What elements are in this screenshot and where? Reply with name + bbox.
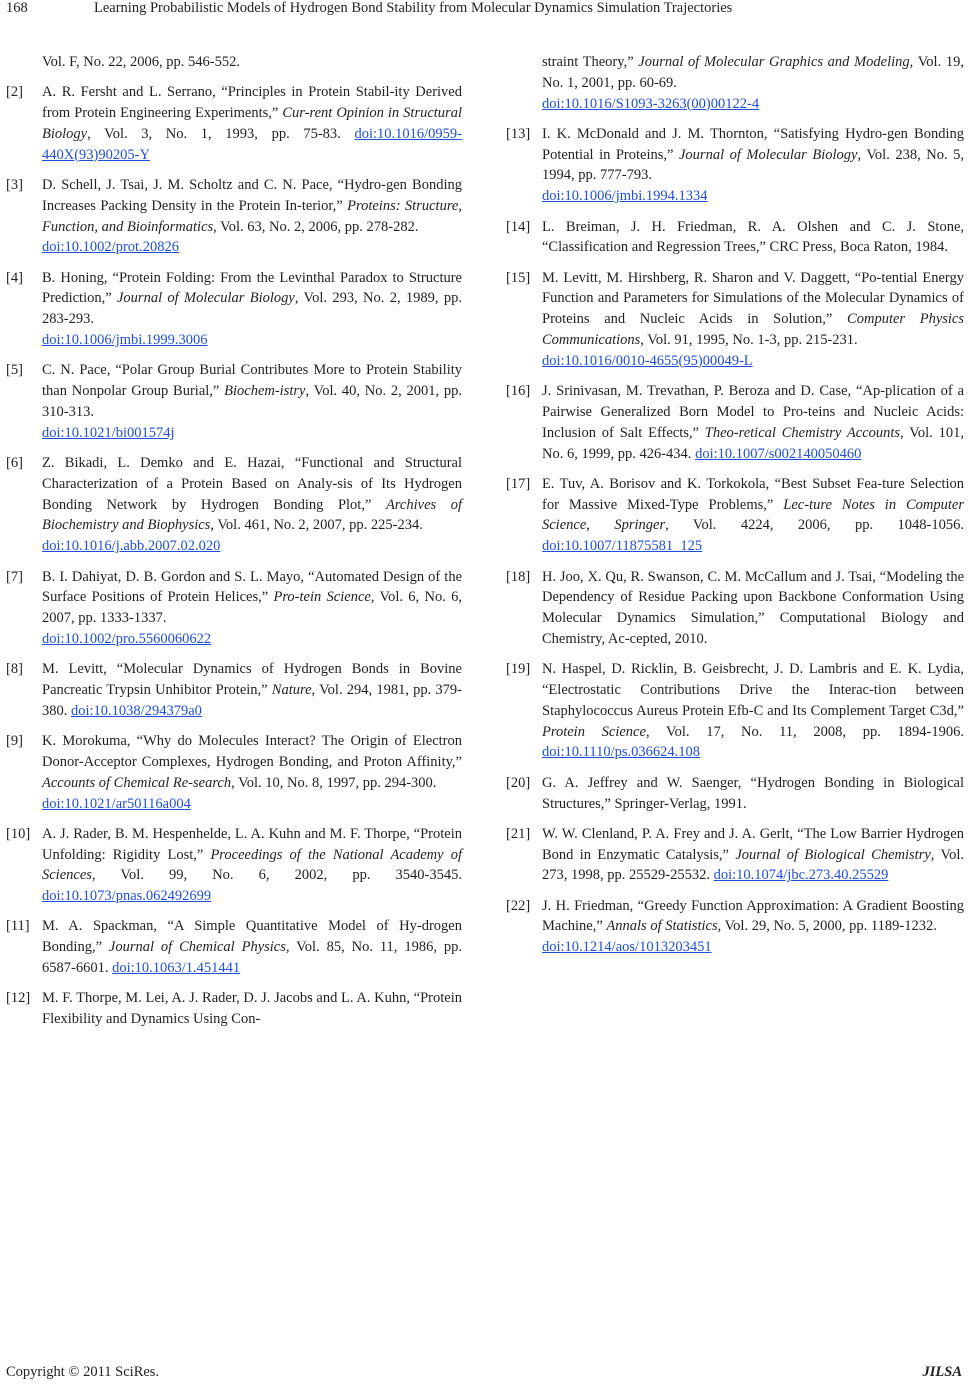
reference-number: [7] — [6, 568, 23, 585]
journal-name: Cur-rent Opinion in Structural Biology — [42, 105, 462, 142]
journal-name: Proteins: Structure, Function, and Bioinformatics — [42, 197, 462, 235]
reference-number: [5] — [6, 362, 23, 379]
reference-item — [506, 824, 964, 886]
journal-name: Protein Science — [542, 723, 646, 740]
reference-item — [6, 175, 462, 258]
reference-details: , Vol. 19, No. 1, 2001, pp. 60-69. — [542, 54, 964, 91]
reference-number: [12] — [6, 990, 31, 1007]
reference-text: H. Joo, X. Qu, R. Swanson, C. M. McCallum and J. Tsai, “Modeling the Dependency of Residue Packing upon Backbone Conformation Using Molecular Dynamics Simulation,” Computational Biology and Chemistry, Ac-cepted, 2010. — [542, 568, 964, 647]
reference-text: M. A. Spackman, “A Simple Quantitative Model of Hy-drogen Bonding,” — [42, 918, 462, 956]
reference-text: K. Morokuma, “Why do Molecules Interact? The Origin of Electron Donor-Acceptor Complexes, Hydrogen Bonding, and Proton Affinity,” — [42, 733, 462, 770]
reference-number: [9] — [6, 733, 23, 750]
reference-number: [4] — [6, 269, 23, 286]
reference-details: , Vol. 85, No. 11, 1986, pp. 6587-6601. — [42, 939, 462, 977]
doi-link[interactable]: doi:10.1016/S1093-3263(00)00122-4 — [542, 95, 760, 112]
doi-link[interactable]: doi:10.1074/jbc.273.40.25529 — [713, 867, 889, 884]
reference-item — [506, 474, 964, 557]
reference-item — [506, 381, 964, 464]
reference-text: I. K. McDonald and J. M. Thornton, “Satisfying Hydro-gen Bonding Potential in Proteins,” — [542, 125, 964, 163]
doi-link[interactable]: doi:10.1063/1.451441 — [112, 960, 241, 977]
doi-link[interactable]: doi:10.1038/294379a0 — [71, 702, 202, 719]
reference-text: W. W. Clenland, P. A. Frey and J. A. Gerlt, “The Low Barrier Hydrogen Bond in Enzymatic Catalysis,” — [542, 825, 964, 863]
reference-text: straint Theory,” — [542, 54, 639, 70]
reference-number: [20] — [506, 774, 531, 791]
reference-item — [506, 896, 964, 958]
reference-number: [2] — [6, 84, 23, 101]
doi-link[interactable]: doi:10.1002/prot.20826 — [42, 239, 179, 256]
reference-item — [506, 567, 964, 650]
journal-name: Accounts of Chemical Re-search — [42, 774, 232, 791]
reference-details: , Vol. 29, No. 5, 2000, pp. 1189-1232. — [717, 918, 937, 935]
reference-number: [15] — [506, 269, 531, 286]
journal-abbreviation: JILSA — [922, 1364, 962, 1380]
reference-number: [10] — [6, 825, 31, 842]
reference-continuation — [6, 52, 462, 73]
journal-name: Proceedings of the National Academy of Sciences — [42, 846, 463, 884]
reference-item — [506, 268, 964, 372]
reference-details: , Vol. 273, 1998, pp. 25529-25532. — [542, 846, 964, 884]
journal-name: Journal of Biological Chemistry — [735, 846, 931, 863]
reference-text: N. Haspel, D. Ricklin, B. Geisbrecht, J. D. Lambris and E. K. Lydia, “Electrostatic Contributions Drive the Interac-tion between Staphylococcus Aureus Protein Efb-C and Its Complement Target C3d,” — [542, 661, 964, 719]
reference-item — [506, 217, 964, 259]
reference-continuation — [506, 52, 964, 114]
reference-continuation-text: Vol. F, No. 22, 2006, pp. 546-552. — [42, 54, 240, 70]
journal-name: Journal of Molecular Biology — [116, 290, 295, 307]
reference-text: D. Schell, J. Tsai, J. M. Scholtz and C. N. Pace, “Hydro-gen Bonding Increases Packing Density in the Protein In-terior,” — [42, 176, 462, 214]
journal-name: Lec-ture Notes in Computer Science, Springer — [542, 496, 964, 534]
doi-link[interactable]: doi:10.1002/pro.5560060622 — [42, 630, 212, 647]
reference-text: A. R. Fersht and L. Serrano, “Principles in Protein Stabil-ity Derived from Protein Engineering Experiments,” — [42, 84, 462, 122]
reference-text: E. Tuv, A. Borisov and K. Torkokola, “Best Subset Fea-ture Selection for Massive Mixed-Type Problems,” — [542, 475, 964, 513]
journal-name: Journal of Molecular Graphics and Modeling — [638, 54, 910, 70]
copyright-notice: Copyright © 2011 SciRes. — [6, 1364, 160, 1380]
reference-number: [13] — [506, 125, 531, 142]
page-header — [6, 0, 962, 26]
left-column — [6, 52, 462, 1039]
reference-item — [6, 567, 462, 650]
doi-link[interactable]: doi:10.1016/0010-4655(95)00049-L — [542, 352, 753, 369]
doi-link[interactable]: doi:10.1007/s002140050460 — [695, 445, 862, 462]
reference-details: , Vol. 101, No. 6, 1999, pp. 426-434. — [542, 424, 964, 462]
doi-link[interactable]: doi:10.1110/ps.036624.108 — [542, 744, 701, 761]
journal-name: Pro-tein Science — [273, 589, 371, 606]
reference-details: , Vol. 238, No. 5, 1994, pp. 777-793. — [542, 146, 964, 184]
reference-item — [6, 824, 462, 907]
journal-name: Archives of Biochemistry and Biophysics — [42, 496, 462, 534]
doi-link[interactable]: doi:10.1021/ar50116a004 — [42, 795, 191, 812]
reference-number: [11] — [6, 918, 30, 935]
reference-number: [6] — [6, 455, 23, 472]
reference-number: [8] — [6, 661, 23, 678]
reference-text: M. F. Thorpe, M. Lei, A. J. Rader, D. J. Jacobs and L. A. Kuhn, “Protein Flexibility and Dynamics Using Con- — [42, 990, 462, 1028]
reference-text: Z. Bikadi, L. Demko and E. Hazai, “Functional and Structural Characterization of a Protein Based on Analy-sis of Its Hydrogen Bonding Network by Hydrogen Bonding Plot,” — [42, 455, 462, 513]
reference-details: , Vol. 4224, 2006, pp. 1048-1056. — [665, 517, 964, 534]
journal-name: Annals of Statistics — [606, 918, 718, 935]
journal-name: Journal of Molecular Biology — [678, 146, 858, 163]
reference-number: [16] — [506, 383, 531, 400]
reference-text: J. Srinivasan, M. Trevathan, P. Beroza and D. Case, “Ap-plication of a Pairwise Generalized Born Model to Pro-teins and Nucleic Acids: Inclusion of Salt Effects,” — [542, 383, 964, 441]
journal-name: Computer Physics Communications — [542, 311, 965, 349]
reference-item — [506, 773, 964, 815]
reference-details: , Vol. 10, No. 8, 1997, pp. 294-300. — [231, 774, 437, 791]
reference-item — [506, 659, 964, 763]
reference-number: [14] — [506, 218, 531, 235]
reference-text: A. J. Rader, B. M. Hespenhelde, L. A. Kuhn and M. F. Thorpe, “Protein Unfolding: Rigidity Lost,” — [42, 825, 462, 863]
doi-link[interactable]: doi:10.1006/jmbi.1994.1334 — [542, 188, 708, 205]
reference-number: [17] — [506, 475, 531, 492]
reference-details: , Vol. 63, No. 2, 2006, pp. 278-282. — [213, 218, 419, 235]
reference-item — [6, 360, 462, 443]
reference-number: [19] — [506, 661, 531, 678]
reference-text: G. A. Jeffrey and W. Saenger, “Hydrogen Bonding in Biological Structures,” Springer-Verlag, 1991. — [542, 774, 964, 812]
reference-item — [506, 124, 964, 207]
reference-text: L. Breiman, J. H. Friedman, R. A. Olshen and C. J. Stone, “Classification and Regression Trees,” CRC Press, Boca Raton, 1984. — [542, 218, 964, 256]
reference-details: , Vol. 461, No. 2, 2007, pp. 225-234. — [210, 517, 423, 534]
doi-link[interactable]: doi:10.1073/pnas.062492699 — [42, 888, 212, 905]
reference-details: , Vol. 3, No. 1, 1993, pp. 75-83. — [87, 125, 355, 142]
reference-item — [6, 731, 462, 814]
running-title: Learning Probabilistic Models of Hydrogen Bond Stability from Molecular Dynamics Simulation Trajectories — [94, 0, 733, 16]
reference-number: [21] — [506, 825, 531, 842]
doi-link[interactable]: doi:10.1021/bi001574j — [42, 424, 175, 441]
reference-details: , Vol. 91, 1995, No. 1-3, pp. 215-231. — [640, 332, 858, 349]
journal-name: Journal of Chemical Physics — [108, 939, 286, 956]
reference-item — [6, 82, 462, 165]
reference-details: , Vol. 293, No. 2, 1989, pp. 283-293. — [42, 290, 462, 328]
reference-number: [3] — [6, 176, 23, 193]
reference-details: , Vol. 294, 1981, pp. 379-380. — [42, 682, 463, 719]
reference-item — [6, 659, 462, 721]
reference-text: M. Levitt, “Molecular Dynamics of Hydrogen Bonds in Bovine Pancreatic Trypsin Unhibitor Protein,” — [42, 661, 462, 699]
page-number: 168 — [6, 0, 28, 16]
reference-item — [6, 268, 462, 351]
journal-name: Biochem-istry — [224, 383, 306, 400]
journal-name: Nature — [271, 682, 312, 699]
reference-details: , Vol. 40, No. 2, 2001, pp. 310-313. — [42, 383, 462, 420]
reference-details: , Vol. 6, No. 6, 2007, pp. 1333-1337. — [42, 589, 462, 627]
doi-link[interactable]: doi:10.1016/j.abb.2007.02.020 — [42, 538, 221, 555]
doi-link[interactable]: doi:10.1016/0959-440X(93)90205-Y — [42, 125, 462, 163]
reference-details: , Vol. 17, No. 11, 2008, pp. 1894-1906. — [645, 723, 964, 740]
reference-text: J. H. Friedman, “Greedy Function Approximation: A Gradient Boosting Machine,” — [542, 897, 964, 935]
right-column — [506, 52, 964, 968]
reference-text: C. N. Pace, “Polar Group Burial Contributes More to Protein Stability than Nonpolar Group Burial,” — [42, 362, 462, 400]
reference-item — [6, 916, 462, 978]
reference-number: [22] — [506, 897, 531, 914]
reference-item — [6, 988, 462, 1030]
reference-text: B. I. Dahiyat, D. B. Gordon and S. L. Mayo, “Automated Design of the Surface Positions of Protein Helices,” — [42, 568, 462, 606]
reference-number: [18] — [506, 568, 531, 585]
journal-name: Theo-retical Chemistry Accounts — [704, 424, 901, 441]
reference-item — [6, 453, 462, 557]
reference-text: M. Levitt, M. Hirshberg, R. Sharon and V. Daggett, “Po-tential Energy Function and Parameters for Simulations of the Molecular Dynamics of Proteins and Nucleic Acids in Solution,” — [542, 269, 964, 328]
reference-details: , Vol. 99, No. 6, 2002, pp. 3540-3545. — [91, 867, 462, 884]
doi-link[interactable]: doi:10.1007/11875581_125 — [542, 538, 703, 555]
doi-link[interactable]: doi:10.1214/aos/1013203451 — [542, 939, 712, 956]
doi-link[interactable]: doi:10.1006/jmbi.1999.3006 — [42, 332, 208, 349]
reference-text: B. Honing, “Protein Folding: From the Levinthal Paradox to Structure Prediction,” — [42, 269, 462, 307]
